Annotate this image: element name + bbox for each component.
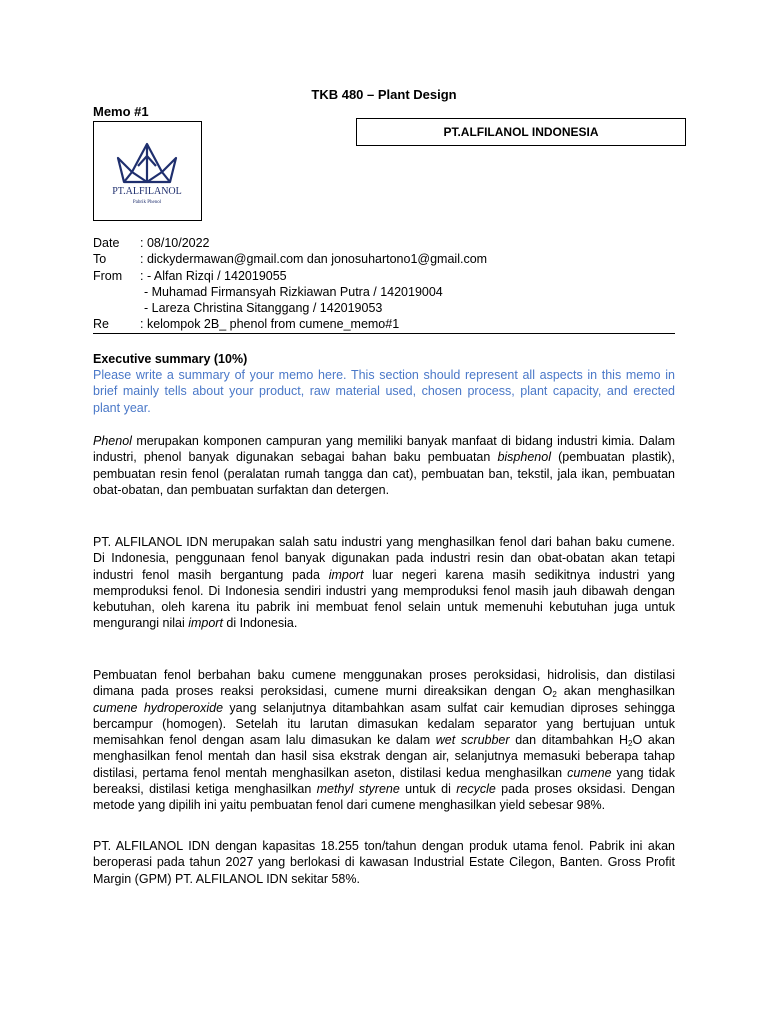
from-value-2: - Muhamad Firmansyah Rizkiawan Putra / 142019004 — [144, 284, 443, 299]
p3-text-2: akan menghasilkan — [556, 684, 675, 699]
date-value: : 08/10/2022 — [140, 236, 210, 250]
p3-text-5: O akan menghasilkan fenol mentah dan hasil sisa ekstrak dengan air, selanjutnya memasuki beberapa tahap distilasi, pertama fenol mentah menghasilkan aseton, distilasi kedua menghasilkan — [93, 733, 675, 780]
memo-meta — [93, 235, 673, 333]
to-row — [93, 251, 673, 267]
summary-instruction: Please write a summary of your memo here. This section should represent all aspects in this memo in brief mainly tells about your product, raw material used, chosen process, plant capacity, and erected plant year. — [93, 368, 675, 415]
memo-number: Memo #1 — [93, 104, 149, 119]
company-name: PT.ALFILANOL INDONESIA — [443, 125, 599, 139]
date-label: Date — [93, 236, 120, 250]
logo-name: PT.ALFILANOL — [112, 186, 182, 197]
p3-text-3: yang selanjutnya ditambahkan asam sulfat cair kemudian diproses sehingga bercampur (homogen). Setelah itu larutan dimasukan kedalam separator yang bertujuan untuk memisahkan fenol dengan asam lalu dimasukan ke dalam — [93, 700, 675, 748]
p3-wet-scrubber: wet scrubber — [435, 733, 510, 748]
re-value: : kelompok 2B_ phenol from cumene_memo#1 — [140, 317, 400, 332]
p3-text-4: dan ditambahkan H — [509, 733, 629, 748]
p3-recycle: recycle — [456, 782, 496, 797]
company-logo — [93, 121, 202, 221]
p3-cumene: cumene — [567, 765, 612, 780]
course-title: TKB 480 – Plant Design — [311, 87, 457, 102]
p3-cumene-hydroperoxide: cumene hydroperoxide — [93, 700, 224, 715]
p2-import-2: import — [188, 616, 223, 631]
header-divider — [93, 333, 675, 334]
p2-text-1: PT. ALFILANOL IDN merupakan salah satu industri yang menghasilkan fenol dari bahan baku cumene. Di Indonesia, penggunaan fenol banyak digunakan pada industri resin dan obat-obatan akan tetapi industri fenol masih bergantung pada — [93, 535, 675, 582]
re-row — [93, 316, 673, 332]
p3-text-6: yang tidak bereaksi, distilasi ketiga menghasilkan — [93, 765, 675, 797]
from-row — [93, 268, 673, 284]
p3-sub-1: 2 — [552, 690, 557, 700]
crown-logo-icon — [94, 122, 201, 220]
from-value-3: - Lareza Christina Sitanggang / 142019053 — [144, 301, 383, 316]
p2-import-1: import — [328, 567, 364, 582]
paragraph-phenol-uses — [93, 433, 675, 498]
to-value: : dickydermawan@gmail.com dan jonosuhartono1@gmail.com — [140, 252, 488, 267]
p3-sub-2: 2 — [628, 739, 633, 749]
from-value-1: : - Alfan Rizqi / 142019055 — [140, 268, 287, 283]
from-row-2 — [93, 284, 673, 300]
p3-text-8: pada proses oksidasi. Dengan metode yang dipilih ini yaitu pembuatan fenol dari cumene menghasilkan yield sebesar 98%. — [93, 782, 675, 813]
logo-tagline: Pabrik Phenol — [132, 200, 162, 205]
p1-phenol: Phenol — [93, 434, 132, 448]
to-label: To — [93, 252, 107, 267]
company-name-box — [356, 118, 686, 146]
p2-text-2: luar negeri karena masih sedikitnya industri yang memproduksi fenol. Di Indonesia sendiri industri yang memproduksi fenol masih jauh dibawah dengan kebutuhan, oleh karena itu pabrik ini membuat fenol selain untuk memenuhi kebutuhan juga untuk mengurangi nilai — [93, 567, 675, 631]
paragraph-company-background — [93, 534, 675, 632]
from-row-3 — [93, 300, 673, 316]
date-row — [93, 235, 673, 251]
p2-text-3: di Indonesia. — [222, 616, 298, 631]
p3-methyl-styrene: methyl styrene — [316, 782, 400, 797]
p1-text-1: merupakan komponen campuran yang memiliki banyak manfaat di bidang industri kimia. Dalam industri, phenol banyak digunakan sebagai bahan baku pembuatan — [93, 434, 675, 465]
paragraph-capacity: PT. ALFILANOL IDN dengan kapasitas 18.255 ton/tahun dengan produk utama fenol. Pabrik ini akan beroperasi pada tahun 2027 yang berlokasi di kawasan Industrial Estate Cilegon, Banten. Gross Profit Margin (GPM) PT. ALFILANOL IDN sekitar 58%. — [93, 839, 675, 886]
from-label: From — [93, 268, 123, 283]
p3-text-7: untuk di — [399, 782, 457, 797]
p3-text-1: Pembuatan fenol berbahan baku cumene menggunakan proses peroksidasi, hidrolisis, dan distilasi dimana pada proses reaksi peroksidasi, cumene murni direaksikan dengan O — [93, 668, 675, 699]
p1-bisphenol: bisphenol — [497, 450, 551, 465]
paragraph-process — [93, 667, 675, 814]
summary-title: Executive summary (10%) — [93, 352, 248, 366]
p1-text-2: (pembuatan plastik), pembuatan resin fenol (peralatan rumah tangga dan cat), pembuatan ban, tekstil, jala ikan, pembuatan obat-obatan, dan pembuatan surfaktan dan detergen. — [93, 450, 675, 497]
re-label: Re — [93, 317, 109, 332]
